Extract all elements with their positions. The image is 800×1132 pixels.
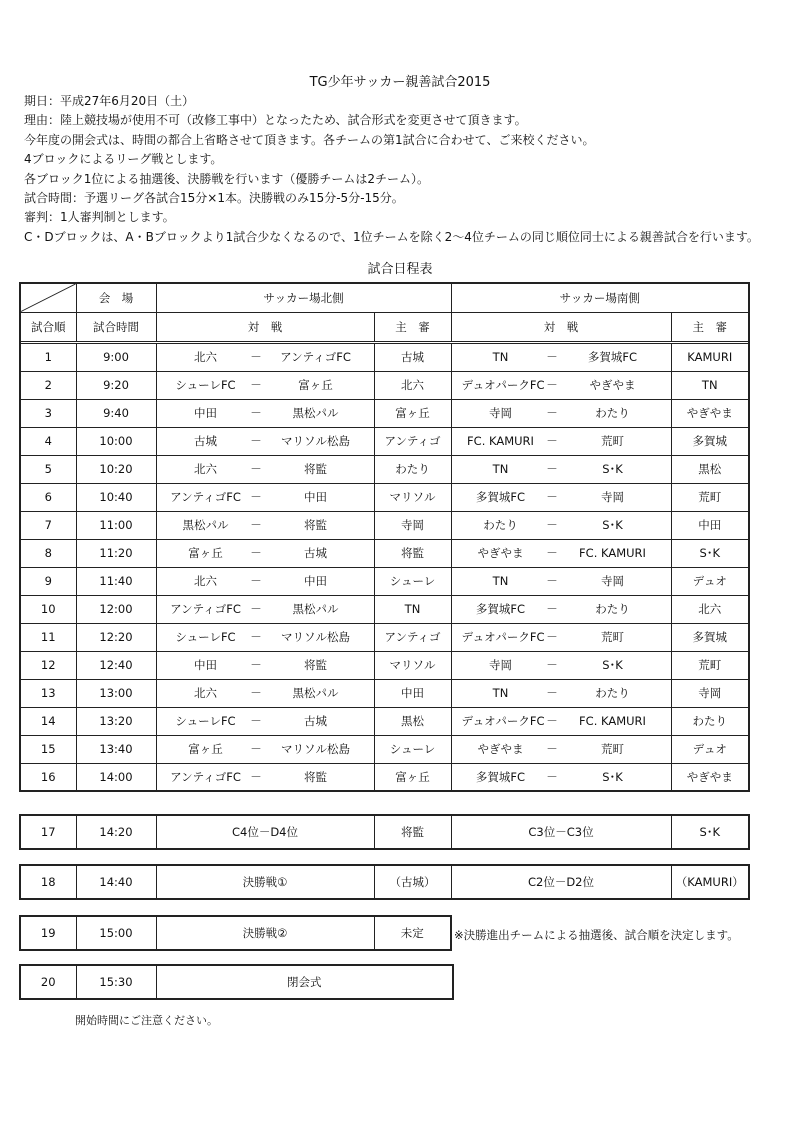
south-team-1: デュオパークFC	[461, 714, 545, 728]
north-match: C4位－D4位	[156, 815, 374, 849]
header-north-match: 対 戦	[156, 312, 374, 341]
south-match	[451, 399, 671, 427]
vs-dash: －	[250, 406, 262, 420]
south-team-1: デュオパークFC	[461, 378, 545, 392]
match-row-17	[19, 814, 750, 850]
north-team-2: マリソル松島	[281, 434, 350, 448]
vs-dash: －	[250, 574, 262, 588]
vs-dash: －	[546, 658, 558, 672]
north-team-2: 黒松パル	[292, 602, 339, 616]
header-venue: 会 場	[76, 283, 156, 312]
vs-dash: －	[546, 350, 558, 364]
north-match	[156, 623, 374, 651]
match-row	[20, 427, 749, 455]
match-time: 11:40	[76, 567, 156, 595]
north-match	[156, 483, 374, 511]
south-team-2: 荒町	[601, 434, 624, 448]
north-team-2: マリソル松島	[281, 630, 350, 644]
intro-line-duration: 試合時間：予選リーグ各試合15分×1本。決勝戦のみ15分-5分-15分。	[24, 191, 404, 206]
match-row	[20, 567, 749, 595]
north-match	[156, 427, 374, 455]
south-team-1: 多賀城FC	[475, 769, 526, 784]
match-number: 1	[20, 343, 76, 371]
north-match	[156, 511, 374, 539]
vs-dash: －	[546, 490, 558, 504]
north-team-2: 将監	[304, 658, 327, 672]
south-referee: TN	[671, 371, 749, 399]
match-number: 14	[20, 707, 76, 735]
north-referee: マリソル	[374, 651, 451, 679]
south-referee: S･K	[671, 815, 749, 849]
match-row	[20, 511, 749, 539]
match-number: 4	[20, 427, 76, 455]
vs-dash: －	[250, 546, 262, 560]
south-team-2: わたり	[595, 406, 630, 420]
south-referee: （KAMURI）	[671, 865, 749, 899]
south-match	[451, 371, 671, 399]
south-team-1: 多賀城FC	[475, 490, 526, 504]
south-match	[451, 623, 671, 651]
vs-dash: －	[250, 602, 262, 616]
south-referee: 北六	[671, 595, 749, 623]
match-time: 10:00	[76, 427, 156, 455]
match-number: 19	[20, 916, 76, 950]
south-team-1: FC. KAMURI	[467, 434, 534, 448]
vs-dash: －	[250, 742, 262, 756]
vs-dash: －	[546, 769, 558, 784]
closing-ceremony: 閉会式	[156, 965, 453, 999]
vs-dash: －	[250, 658, 262, 672]
north-team-2: マリソル松島	[281, 742, 350, 756]
south-team-1: TN	[492, 350, 509, 364]
north-team-2: 富ヶ丘	[298, 378, 333, 392]
header-south-match: 対 戦	[451, 312, 671, 341]
match-time: 10:40	[76, 483, 156, 511]
south-match	[451, 707, 671, 735]
north-match	[156, 567, 374, 595]
intro-line-league: 4ブロックによるリーグ戦とします。	[24, 152, 223, 167]
north-referee: 将監	[374, 539, 451, 567]
vs-dash: －	[546, 742, 558, 756]
match-number: 6	[20, 483, 76, 511]
north-team-2: 黒松パル	[292, 686, 339, 700]
south-team-2: わたり	[595, 602, 630, 616]
north-team-2: 将監	[304, 518, 327, 532]
match-row	[20, 483, 749, 511]
north-team-2: 黒松パル	[292, 406, 339, 420]
north-referee: TN	[374, 595, 451, 623]
north-team-1: シューレFC	[175, 378, 236, 392]
match-row	[20, 679, 749, 707]
north-team-1: 中田	[194, 658, 217, 672]
match-time: 14:00	[76, 763, 156, 791]
final-order-note: ※決勝進出チームによる抽選後、試合順を決定します。	[454, 928, 739, 942]
match-row-20	[19, 964, 454, 1000]
north-referee: アンティゴ	[374, 427, 451, 455]
intro-line-reason: 理由：陸上競技場が使用不可（改修工事中）となったため、試合形式を変更させて頂きます。	[24, 113, 527, 128]
south-team-2: 多賀城FC	[587, 350, 638, 364]
vs-dash: －	[546, 518, 558, 532]
match-row	[20, 595, 749, 623]
match-time: 13:00	[76, 679, 156, 707]
south-team-1: 寺岡	[489, 658, 512, 672]
north-referee: マリソル	[374, 483, 451, 511]
match-number: 10	[20, 595, 76, 623]
match-time: 13:40	[76, 735, 156, 763]
south-match	[451, 651, 671, 679]
south-team-1: TN	[492, 686, 509, 700]
match-time: 12:20	[76, 623, 156, 651]
vs-dash: －	[546, 630, 558, 644]
south-team-1: TN	[492, 462, 509, 476]
vs-dash: －	[250, 350, 262, 364]
south-team-2: S･K	[602, 769, 623, 784]
north-referee: 中田	[374, 679, 451, 707]
south-match	[451, 735, 671, 763]
south-team-2: 寺岡	[601, 490, 624, 504]
north-team-1: 北六	[194, 350, 217, 364]
match-row	[20, 651, 749, 679]
north-match	[156, 763, 374, 791]
vs-dash: －	[250, 378, 262, 392]
south-team-1: 寺岡	[489, 406, 512, 420]
north-referee: 将監	[374, 815, 451, 849]
south-team-1: 多賀城FC	[475, 602, 526, 616]
match-number: 3	[20, 399, 76, 427]
north-match	[156, 735, 374, 763]
south-referee: やぎやま	[671, 399, 749, 427]
south-referee: わたり	[671, 707, 749, 735]
intro-line-cd-block: C・Dブロックは、A・Bブロックより1試合少なくなるので、1位チームを除く2～4位チームの同じ順位同士による親善試合を行います。	[24, 229, 759, 244]
match-number: 16	[20, 763, 76, 791]
north-match	[156, 539, 374, 567]
match-number: 11	[20, 623, 76, 651]
south-referee: 荒町	[671, 483, 749, 511]
north-team-1: 古城	[194, 434, 217, 448]
vs-dash: －	[250, 462, 262, 476]
schedule-table	[19, 282, 750, 792]
north-team-2: 古城	[304, 714, 327, 728]
south-referee: S･K	[671, 539, 749, 567]
north-referee: 富ヶ丘	[374, 399, 451, 427]
match-row	[20, 399, 749, 427]
header-row-columns	[20, 312, 749, 341]
vs-dash: －	[250, 518, 262, 532]
vs-dash: －	[546, 462, 558, 476]
south-match: C2位－D2位	[451, 865, 671, 899]
vs-dash: －	[250, 686, 262, 700]
match-time: 11:20	[76, 539, 156, 567]
match-number: 8	[20, 539, 76, 567]
match-time: 10:20	[76, 455, 156, 483]
south-referee: 中田	[671, 511, 749, 539]
match-number: 13	[20, 679, 76, 707]
north-match	[156, 595, 374, 623]
north-match	[156, 679, 374, 707]
south-match	[451, 679, 671, 707]
north-match	[156, 455, 374, 483]
north-referee: 北六	[374, 371, 451, 399]
match-row	[20, 343, 749, 371]
south-team-2: わたり	[595, 686, 630, 700]
vs-dash: －	[250, 630, 262, 644]
vs-dash: －	[250, 434, 262, 448]
south-match	[451, 567, 671, 595]
south-referee: KAMURI	[671, 343, 749, 371]
match-row-18	[19, 864, 750, 900]
south-team-1: やぎやま	[477, 742, 524, 756]
vs-dash: －	[546, 406, 558, 420]
north-referee: 古城	[374, 343, 451, 371]
match-time: 11:00	[76, 511, 156, 539]
header-diagonal-cell	[20, 283, 76, 312]
south-referee: 寺岡	[671, 679, 749, 707]
header-north-referee: 主 審	[374, 312, 451, 341]
intro-line-referee: 審判：1人審判制とします。	[24, 210, 175, 225]
north-team-1: 北六	[194, 462, 217, 476]
match-row	[20, 371, 749, 399]
match-row	[20, 707, 749, 735]
match-time: 12:00	[76, 595, 156, 623]
north-referee: 富ヶ丘	[374, 763, 451, 791]
north-team-1: 北六	[194, 574, 217, 588]
match-number: 2	[20, 371, 76, 399]
south-team-2: FC. KAMURI	[579, 546, 646, 560]
match-row	[20, 539, 749, 567]
north-team-1: アンティゴFC	[170, 602, 241, 616]
vs-dash: －	[546, 602, 558, 616]
vs-dash: －	[250, 714, 262, 728]
match-time: 9:40	[76, 399, 156, 427]
match-time: 14:40	[76, 865, 156, 899]
north-referee: シューレ	[374, 567, 451, 595]
match-time: 15:00	[76, 916, 156, 950]
south-team-2: 寺岡	[601, 574, 624, 588]
match-number: 12	[20, 651, 76, 679]
south-referee: やぎやま	[671, 763, 749, 791]
south-referee: 多賀城	[671, 427, 749, 455]
south-match	[451, 595, 671, 623]
intro-line-final: 各ブロック1位による抽選後、決勝戦を行います（優勝チームは2チーム）。	[24, 171, 430, 186]
south-match	[451, 763, 671, 791]
vs-dash: －	[546, 686, 558, 700]
south-team-2: S･K	[602, 518, 623, 532]
south-match	[451, 427, 671, 455]
north-referee: わたり	[374, 455, 451, 483]
north-match	[156, 371, 374, 399]
match-row-19	[19, 915, 452, 951]
match-number: 17	[20, 815, 76, 849]
match-row	[20, 623, 749, 651]
south-match: C3位－C3位	[451, 815, 671, 849]
intro-section	[24, 92, 784, 247]
south-match	[451, 483, 671, 511]
south-referee: デュオ	[671, 567, 749, 595]
north-team-1: 中田	[194, 406, 217, 420]
north-match	[156, 707, 374, 735]
north-team-1: 北六	[194, 686, 217, 700]
intro-line-ceremony: 今年度の開会式は、時間の都合上省略させて頂きます。各チームの第1試合に合わせて、ご来校ください。	[24, 132, 595, 147]
south-team-2: FC. KAMURI	[579, 714, 646, 728]
south-team-2: S･K	[602, 462, 623, 476]
north-team-2: 古城	[304, 546, 327, 560]
vs-dash: －	[546, 378, 558, 392]
north-team-1: 富ヶ丘	[188, 742, 223, 756]
north-referee: （古城）	[374, 865, 451, 899]
north-team-1: シューレFC	[175, 714, 236, 728]
match-time: 14:20	[76, 815, 156, 849]
match-number: 15	[20, 735, 76, 763]
match-number: 20	[20, 965, 76, 999]
north-match	[156, 399, 374, 427]
match-time: 9:00	[76, 343, 156, 371]
match-row	[20, 735, 749, 763]
north-team-1: アンティゴFC	[170, 769, 241, 784]
south-match	[451, 343, 671, 371]
south-match	[451, 511, 671, 539]
header-north-field: サッカー場北側	[156, 283, 451, 312]
match-number: 5	[20, 455, 76, 483]
match-number: 18	[20, 865, 76, 899]
match-time: 15:30	[76, 965, 156, 999]
south-team-1: TN	[492, 574, 509, 588]
north-match: 決勝戦①	[156, 865, 374, 899]
vs-dash: －	[546, 574, 558, 588]
south-team-2: 荒町	[601, 742, 624, 756]
north-match	[156, 651, 374, 679]
north-team-2: アンティゴFC	[280, 350, 351, 364]
north-team-1: 富ヶ丘	[188, 546, 223, 560]
south-match	[451, 455, 671, 483]
south-referee: 黒松	[671, 455, 749, 483]
header-south-referee: 主 審	[671, 312, 749, 341]
footer-note: 開始時間にご注意ください。	[75, 1014, 218, 1027]
south-team-2: やぎやま	[589, 378, 636, 392]
header-time: 試合時間	[76, 312, 156, 341]
north-referee: 黒松	[374, 707, 451, 735]
north-referee: 寺岡	[374, 511, 451, 539]
match-time: 12:40	[76, 651, 156, 679]
north-referee: アンティゴ	[374, 623, 451, 651]
south-referee: 荒町	[671, 651, 749, 679]
vs-dash: －	[250, 769, 262, 784]
vs-dash: －	[546, 434, 558, 448]
north-team-1: アンティゴFC	[170, 490, 241, 504]
north-match: 決勝戦②	[156, 916, 374, 950]
match-row	[20, 455, 749, 483]
north-team-2: 将監	[304, 462, 327, 476]
header-row-venue	[20, 283, 749, 312]
schedule-title: 試合日程表	[367, 262, 433, 277]
south-match	[451, 539, 671, 567]
match-number: 9	[20, 567, 76, 595]
match-time: 13:20	[76, 707, 156, 735]
match-time: 9:20	[76, 371, 156, 399]
document-title: TG少年サッカー親善試合2015	[309, 75, 491, 90]
match-rows	[20, 343, 749, 791]
match-row	[20, 763, 749, 791]
south-team-1: デュオパークFC	[461, 630, 545, 644]
south-team-1: やぎやま	[477, 546, 524, 560]
north-match	[156, 343, 374, 371]
vs-dash: －	[546, 546, 558, 560]
north-team-2: 中田	[304, 490, 327, 504]
north-team-2: 将監	[304, 769, 327, 784]
intro-line-date: 期日：平成27年6月20日（土）	[24, 94, 195, 108]
header-order: 試合順	[20, 312, 76, 341]
north-referee: 未定	[374, 916, 451, 950]
north-team-1: 黒松パル	[182, 518, 229, 532]
north-team-2: 中田	[304, 574, 327, 588]
match-number: 7	[20, 511, 76, 539]
south-referee: 多賀城	[671, 623, 749, 651]
south-team-2: 荒町	[601, 630, 624, 644]
south-referee: デュオ	[671, 735, 749, 763]
north-referee: シューレ	[374, 735, 451, 763]
south-team-1: わたり	[483, 518, 518, 532]
north-team-1: シューレFC	[175, 630, 236, 644]
vs-dash: －	[250, 490, 262, 504]
vs-dash: －	[546, 714, 558, 728]
south-team-2: S･K	[602, 658, 623, 672]
header-south-field: サッカー場南側	[451, 283, 749, 312]
